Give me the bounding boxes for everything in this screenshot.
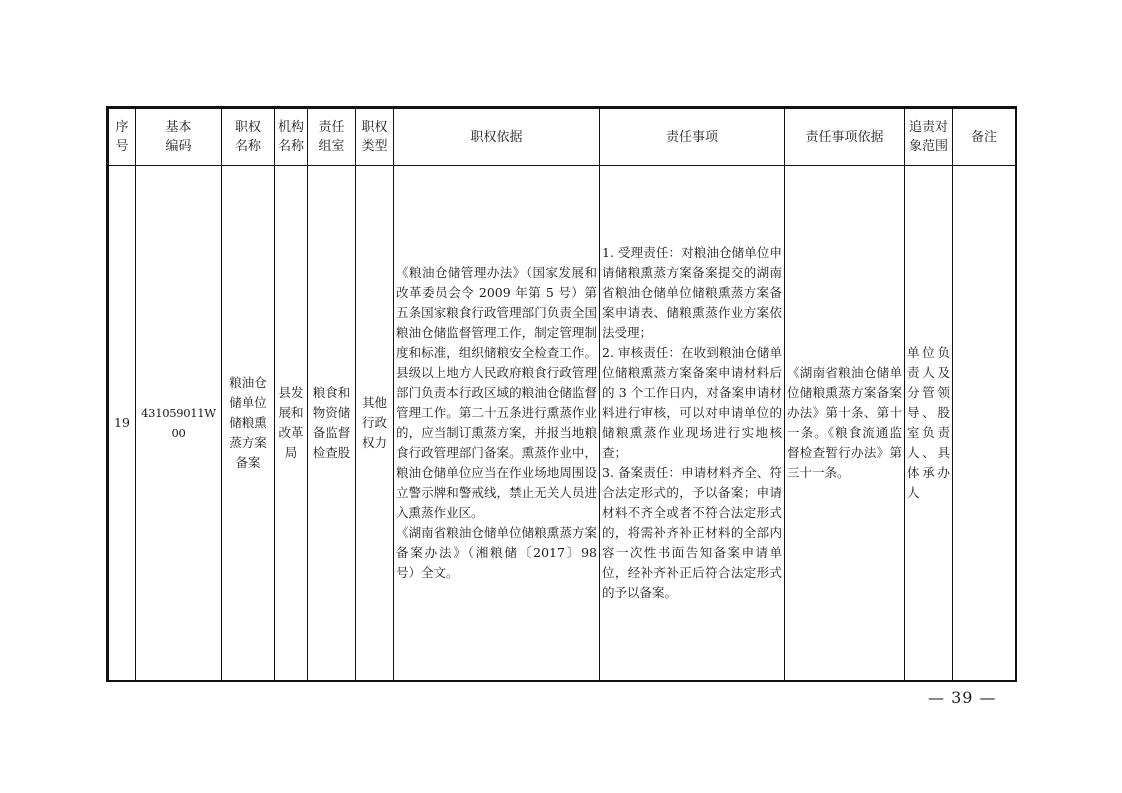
cell-type: 其他行政权力	[356, 166, 394, 681]
cell-org: 县发展和改革局	[275, 166, 308, 681]
header-name: 职权 名称	[222, 109, 275, 166]
cell-code: 431059011W00	[136, 166, 222, 681]
header-office: 责任 组室	[308, 109, 356, 166]
cell-scope: 单位负责人及分管领导、股室负责人、具体承办人	[905, 166, 953, 681]
header-code: 基本 编码	[136, 109, 222, 166]
cell-name: 粮油仓储单位储粮熏蒸方案备案	[222, 166, 275, 681]
header-duty-basis: 责任事项依据	[785, 109, 905, 166]
cell-note	[953, 166, 1016, 681]
responsibility-table-frame	[106, 106, 1017, 682]
header-note: 备注	[953, 109, 1016, 166]
cell-seq: 19	[109, 166, 136, 681]
cell-duty	[600, 166, 785, 681]
header-duty: 责任事项	[600, 109, 785, 166]
cell-duty-basis: 《湖南省粮油仓储单位储粮熏蒸方案备案办法》第十条、第十一条。《粮食流通监督检查暂行办法》第三十一条。	[785, 166, 905, 681]
table-header-row	[109, 109, 1016, 166]
header-basis: 职权依据	[394, 109, 600, 166]
header-scope: 追责对 象范围	[905, 109, 953, 166]
cell-basis	[394, 166, 600, 681]
header-type: 职权 类型	[356, 109, 394, 166]
cell-office: 粮食和物资储备监督检查股	[308, 166, 356, 681]
responsibility-table	[108, 108, 1016, 681]
header-seq: 序 号	[109, 109, 136, 166]
table-row	[109, 166, 1016, 681]
header-org: 机构 名称	[275, 109, 308, 166]
basis-text: 《粮油仓储管理办法》（国家发展和改革委员会令 2009 年第 5 号）第五条国家粮食行政管理部门负责全国粮油仓储监督管理工作，制定管理制度和标准，组织储粮安全检查工作。县级以上地方人民政府粮食行政管理部门负责本行政区域的粮油仓储监督管理工作。第二十五条进行熏蒸作业的，应当制订熏蒸方案，并报当地粮食行政管理部门备案。熏蒸作业中，粮油仓储单位应当在作业场地周围设立警示牌和警戒线，禁止无关人员进入熏蒸作业区。 《湖南省粮油仓储单位储粮熏蒸方案备案办法》（湘粮储〔2017〕98 号）全文。	[396, 265, 597, 580]
page-number: — 39 —	[928, 688, 997, 707]
duty-text: 1. 受理责任：对粮油仓储单位申请储粮熏蒸方案备案提交的湖南省粮油仓储单位储粮熏蒸方案备案申请表、储粮熏蒸作业方案依法受理； 2. 审核责任：在收到粮油仓储单位储粮熏蒸方案备案申请材料后的 3 个工作日内，对备案申请材料进行审核，可以对申请单位的储粮熏蒸作业现场进行实地核查； 3. 备案责任：申请材料齐全、符合法定形式的，予以备案；申请材料不齐全或者不符合法定形式的，将需补齐补正材料的全部内容一次性书面告知备案申请单位，经补齐补正后符合法定形式的予以备案。	[602, 245, 782, 600]
